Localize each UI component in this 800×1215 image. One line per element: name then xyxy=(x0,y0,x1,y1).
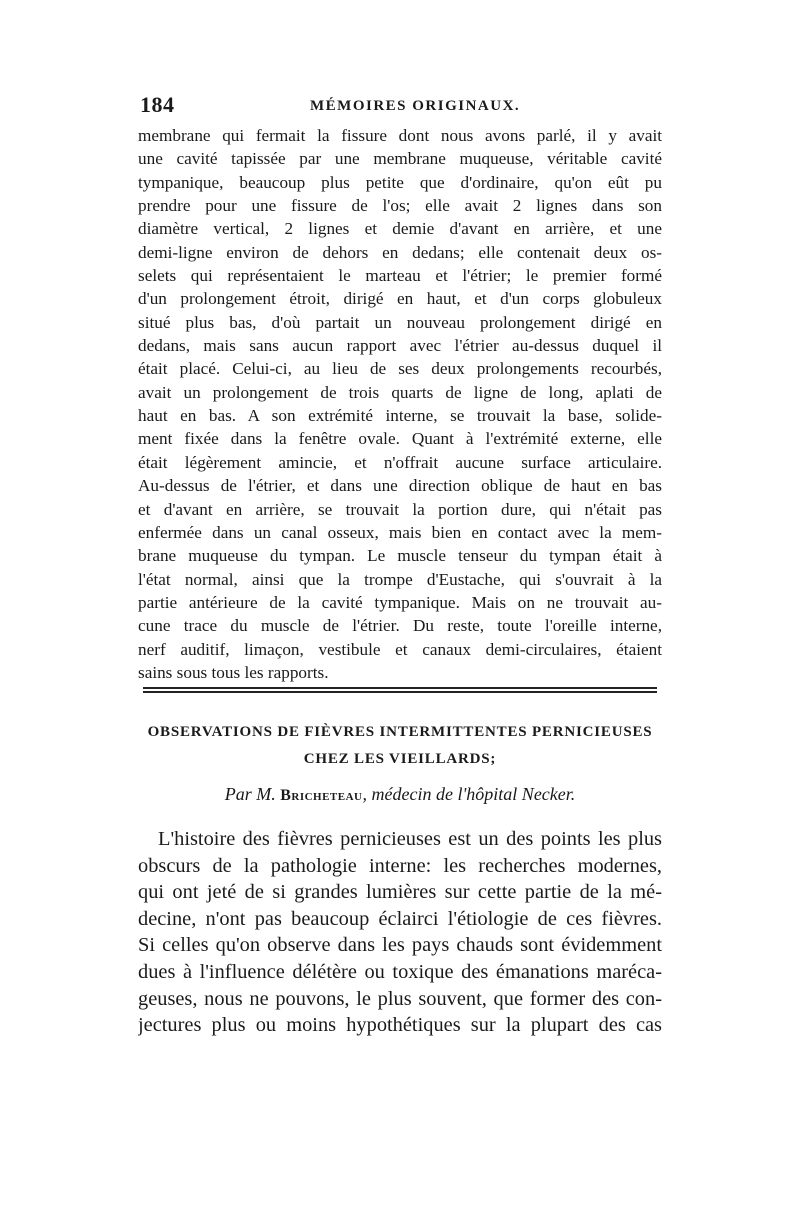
text-line: était placé. Celui-ci, au lieu de ses deux prolongements recourbés, xyxy=(138,359,662,379)
text-line: decine, n'ont pas beaucoup éclairci l'étiologie de ces fièvres. xyxy=(138,907,662,930)
text-line: tympanique, beaucoup plus petite que d'ordinaire, qu'on eût pu xyxy=(138,172,662,192)
text-line: obscurs de la pathologie interne: les recherches modernes, xyxy=(138,854,662,877)
text-line: Au-dessus de l'étrier, et dans une direction oblique de haut en bas xyxy=(138,476,662,496)
text-line: nerf auditif, limaçon, vestibule et canaux demi-circulaires, étaient xyxy=(138,639,662,659)
text-line: ment fixée dans la fenêtre ovale. Quant à l'extrémité externe, elle xyxy=(138,429,662,449)
article-title-line-2: CHEZ LES VIEILLARDS; xyxy=(303,751,497,767)
text-line: avait un prolongement de trois quarts de ligne de long, aplati de xyxy=(138,382,662,402)
text-line: enfermée dans un canal osseux, mais bien en contact avec la mem- xyxy=(138,522,662,542)
text-line: selets qui représentaient le marteau et l'étrier; le premier formé xyxy=(138,266,662,286)
article-title-line-1: OBSERVATIONS DE FIÈVRES INTERMITTENTES PERNICIEUSES xyxy=(147,724,653,740)
article-byline xyxy=(138,784,662,805)
text-line: brane muqueuse du tympan. Le muscle tenseur du tympan était à xyxy=(138,546,662,566)
text-line: diamètre vertical, 2 lignes et demie d'avant en arrière, et une xyxy=(138,219,662,239)
text-line: jectures plus ou moins hypothétiques sur la plupart des cas xyxy=(138,1014,662,1037)
text-line: membrane qui fermait la fissure dont nous avons parlé, il y avait xyxy=(138,126,662,145)
text-line: l'état normal, ainsi que la trompe d'Eustache, qui s'ouvrait à la xyxy=(138,569,662,589)
section-divider xyxy=(143,687,657,693)
text-line: prendre pour une fissure de l'os; elle avait 2 lignes dans son xyxy=(138,196,662,216)
text-line: dedans, mais sans aucun rapport avec l'étrier au-dessus duquel il xyxy=(138,336,662,356)
text-line: cune trace du muscle de l'étrier. Du reste, toute l'oreille interne, xyxy=(138,616,662,636)
running-head xyxy=(140,92,660,122)
text-line: était légèrement amincie, et n'offrait aucune surface articulaire. xyxy=(138,452,662,472)
article-paragraph xyxy=(138,826,662,1039)
text-line: partie antérieure de la cavité tympanique. Mais on ne trouvait au- xyxy=(138,592,662,612)
running-title: MÉMOIRES ORIGINAUX. xyxy=(310,98,521,114)
text-line: situé plus bas, d'où partait un nouveau prolongement dirigé en xyxy=(138,312,662,332)
text-line: sains sous tous les rapports. xyxy=(138,662,329,682)
byline-prefix: Par M. xyxy=(224,784,276,804)
page-number: 184 xyxy=(140,92,175,117)
text-line: haut en bas. A son extrémité interne, se trouvait la base, solide- xyxy=(138,406,662,426)
text-line: qui ont jeté de si grandes lumières sur cette partie de la mé- xyxy=(138,881,662,904)
text-line: demi-ligne environ de dehors en dedans; elle contenait deux os- xyxy=(138,242,662,262)
continued-paragraph xyxy=(138,124,662,684)
author-name: Bricheteau xyxy=(280,787,363,804)
text-line: d'un prolongement étroit, dirigé en haut, et d'un corps globuleux xyxy=(138,289,662,309)
text-line: Si celles qu'on observe dans les pays chauds sont évidemment xyxy=(138,934,662,957)
byline-suffix: , médecin de l'hôpital Necker. xyxy=(362,784,576,804)
text-line: dues à l'influence délétère ou toxique des émanations maréca- xyxy=(138,960,662,983)
text-line: et d'avant en arrière, se trouvait la portion dure, qui n'était pas xyxy=(138,499,662,519)
text-line: geuses, nous ne pouvons, le plus souvent, que former des con- xyxy=(138,987,662,1010)
text-line: L'histoire des fièvres pernicieuses est un des points les plus xyxy=(158,828,662,850)
text-line: une cavité tapissée par une membrane muqueuse, véritable cavité xyxy=(138,149,662,169)
